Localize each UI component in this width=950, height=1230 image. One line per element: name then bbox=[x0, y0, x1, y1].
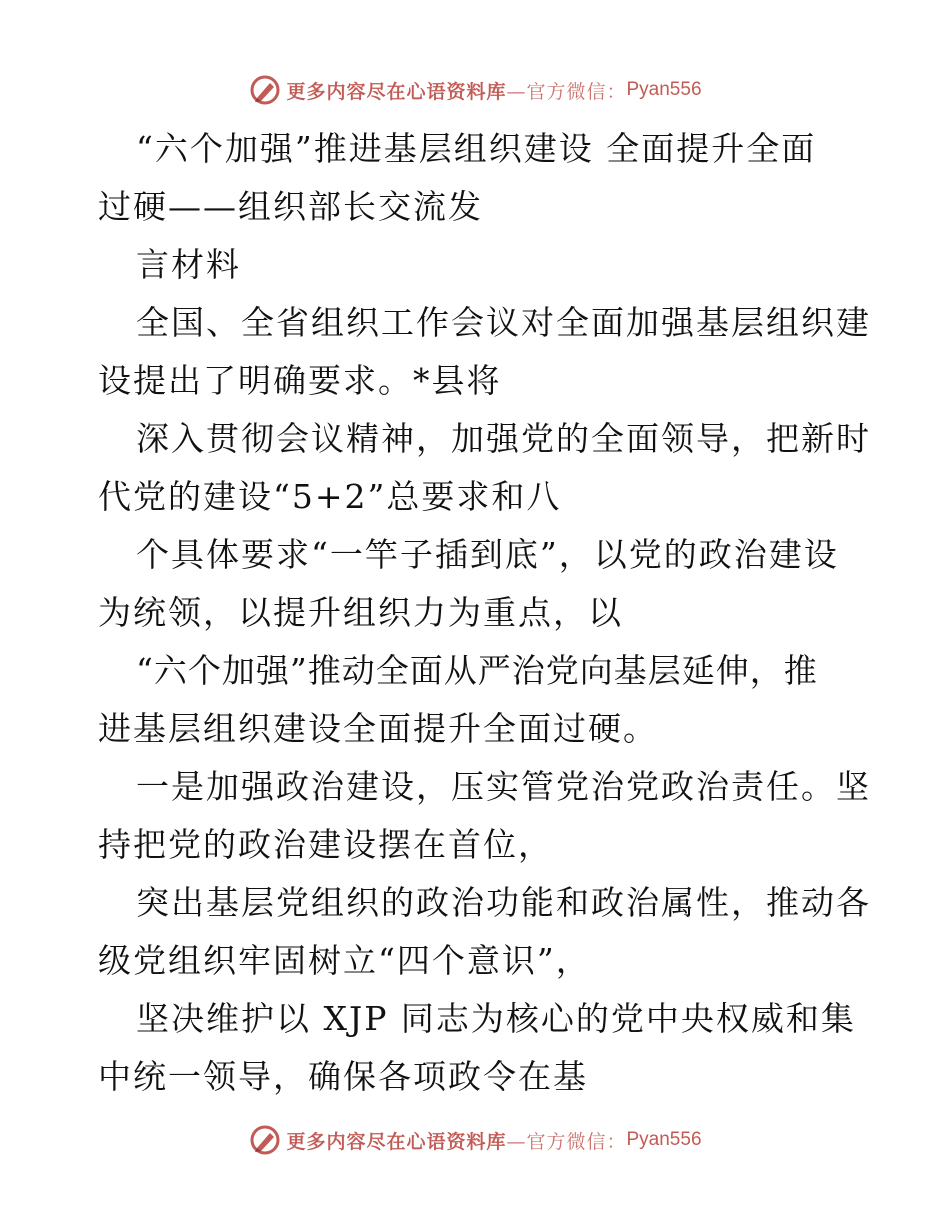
paragraph-line: 个具体要求“一竿子插到底”，以党的政治建设 bbox=[136, 535, 839, 574]
watermark-sub-text: —官方微信： bbox=[506, 80, 627, 103]
paragraph-line: 坚决维护以 XJP 同志为核心的党中央权威和集 bbox=[136, 999, 856, 1038]
title-line-1: “六个加强”推进基层组织建设 全面提升全面 bbox=[136, 129, 817, 168]
watermark-sub-text: —官方微信： bbox=[506, 1130, 627, 1153]
paragraph-line: 级党组织牢固树立“四个意识”， bbox=[98, 941, 591, 980]
paragraph-line: 代党的建设“5+2”总要求和八 bbox=[98, 477, 562, 516]
paragraph-line: 突出基层党组织的政治功能和政治属性，推动各 bbox=[136, 883, 871, 922]
watermark-banner-bottom bbox=[0, 1120, 950, 1160]
document-body bbox=[98, 120, 871, 1106]
paragraph-line: 深入贯彻会议精神，加强党的全面领导，把新时 bbox=[136, 419, 871, 458]
paragraph-line: 进基层组织建设全面提升全面过硬。 bbox=[98, 709, 658, 748]
watermark-banner-top bbox=[0, 70, 950, 110]
paragraph-line: 为统领，以提升组织力为重点，以 bbox=[98, 593, 623, 632]
paragraph-line: 一是加强政治建设，压实管党治党政治责任。坚 bbox=[136, 767, 871, 806]
paragraph-line: 设提出了明确要求。*县将 bbox=[98, 361, 502, 400]
title-line-2: 过硬——组织部长交流发 bbox=[98, 187, 483, 226]
pen-logo-icon bbox=[248, 73, 282, 107]
pen-logo-icon bbox=[248, 1123, 282, 1157]
watermark-main-text: 更多内容尽在心语资料库 bbox=[286, 80, 507, 103]
title-line-3: 言材料 bbox=[136, 245, 241, 284]
paragraph-line: 中统一领导，确保各项政令在基 bbox=[98, 1057, 588, 1096]
watermark-main-text: 更多内容尽在心语资料库 bbox=[286, 1130, 507, 1153]
paragraph-line: 持把党的政治建设摆在首位， bbox=[98, 825, 553, 864]
paragraph-line: 全国、全省组织工作会议对全面加强基层组织建 bbox=[136, 303, 871, 342]
paragraph-line: “六个加强”推动全面从严治党向基层延伸，推 bbox=[136, 651, 818, 690]
watermark-id-text: Pyan556 bbox=[626, 1129, 702, 1150]
watermark-id-text: Pyan556 bbox=[626, 79, 702, 100]
